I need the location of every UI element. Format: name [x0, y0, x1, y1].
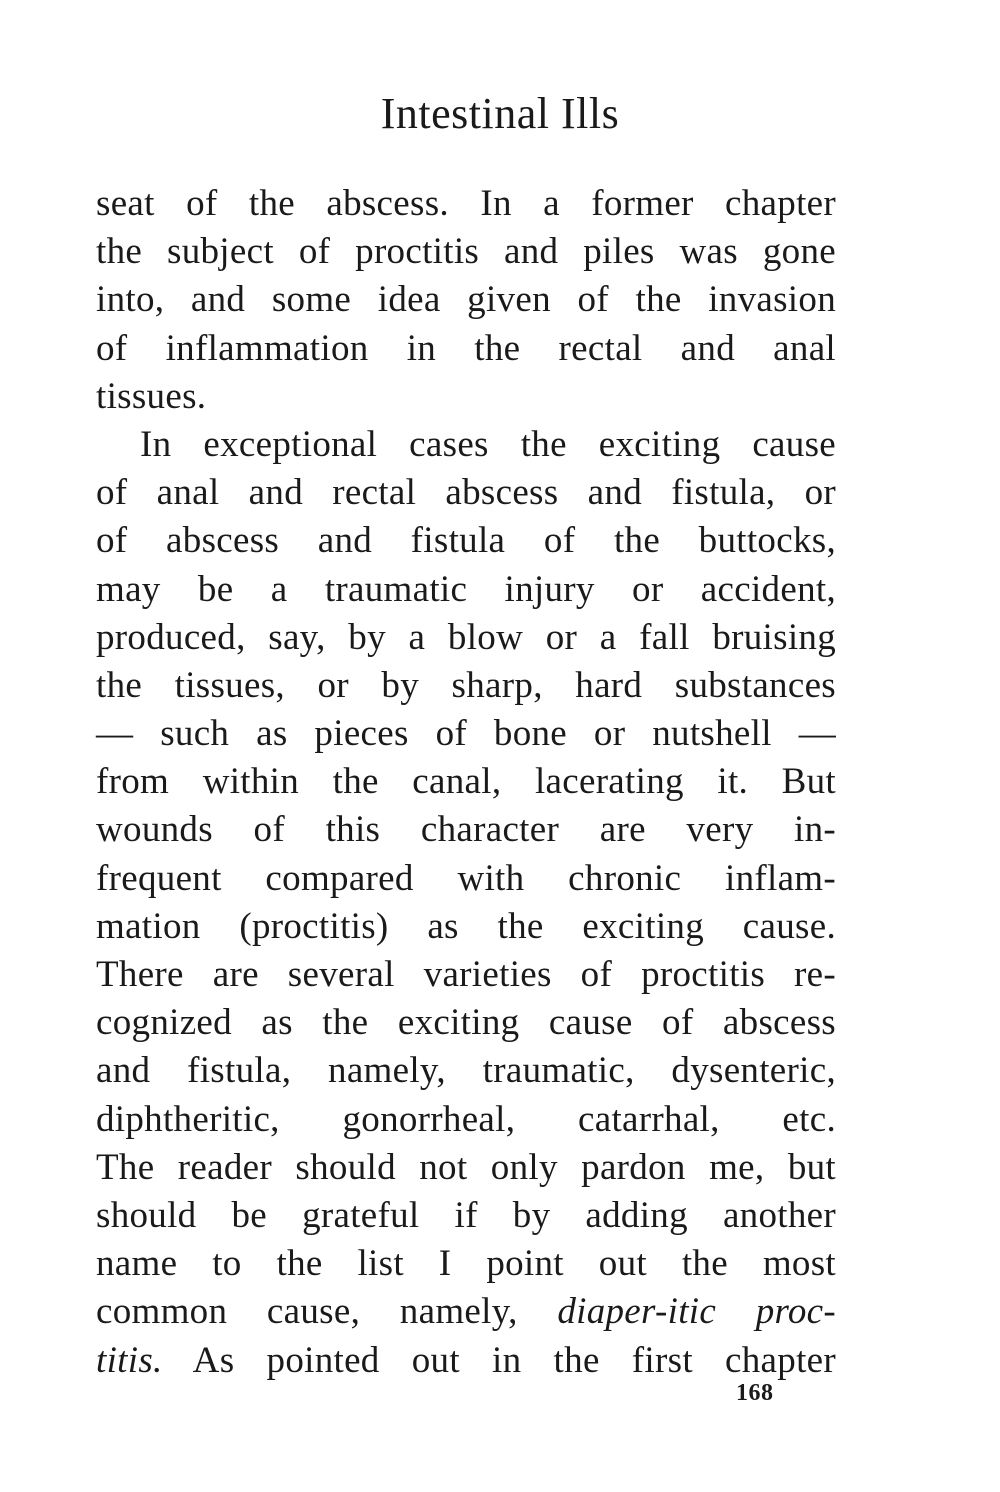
text-line: diphtheritic, gonorrheal, catarrhal, etc.	[96, 1098, 836, 1140]
text-line: wounds of this character are very in-	[96, 809, 836, 851]
italic-term: titis.	[96, 1339, 163, 1381]
body-text	[96, 180, 836, 1385]
text-line	[96, 1337, 836, 1385]
text-line: seat of the abscess. In a former chapter	[96, 183, 836, 224]
text-line: In exceptional cases the exciting cause	[140, 423, 836, 465]
text-line: the tissues, or by sharp, hard substances	[96, 664, 836, 706]
text-line: tissues.	[96, 375, 207, 417]
text-line: The reader should not only pardon me, but	[96, 1146, 836, 1188]
text-line: produced, say, by a blow or a fall bruising	[96, 616, 836, 658]
italic-term: diaper-itic proc-	[557, 1291, 836, 1333]
text-line: the subject of proctitis and piles was gone	[96, 231, 836, 273]
text-line: of inflammation in the rectal and anal	[96, 327, 836, 369]
text-line: should be grateful if by adding another	[96, 1194, 836, 1236]
text-line: mation (proctitis) as the exciting cause.	[96, 905, 836, 947]
text-line	[96, 1288, 836, 1336]
text-line: of abscess and fistula of the buttocks,	[96, 520, 836, 562]
text-line: name to the list I point out the most	[96, 1243, 836, 1285]
text-line: There are several varieties of proctitis re-	[96, 954, 836, 995]
text-line: into, and some idea given of the invasion	[96, 279, 836, 321]
text-line: and fistula, namely, traumatic, dysenteric,	[96, 1050, 836, 1092]
text-run: common cause, namely,	[96, 1291, 558, 1333]
page-title: Intestinal Ills	[380, 89, 620, 138]
text-run: As pointed out in the first chapter	[162, 1339, 836, 1381]
text-line: may be a traumatic injury or accident,	[96, 568, 836, 610]
text-line: cognized as the exciting cause of abscess	[96, 1002, 836, 1044]
text-line: — such as pieces of bone or nutshell —	[96, 713, 836, 755]
page-number: 168	[736, 1380, 774, 1406]
text-line: frequent compared with chronic inflam-	[96, 857, 836, 899]
text-line: from within the canal, lacerating it. But	[96, 761, 836, 803]
text-line: of anal and rectal abscess and fistula, or	[96, 472, 836, 514]
